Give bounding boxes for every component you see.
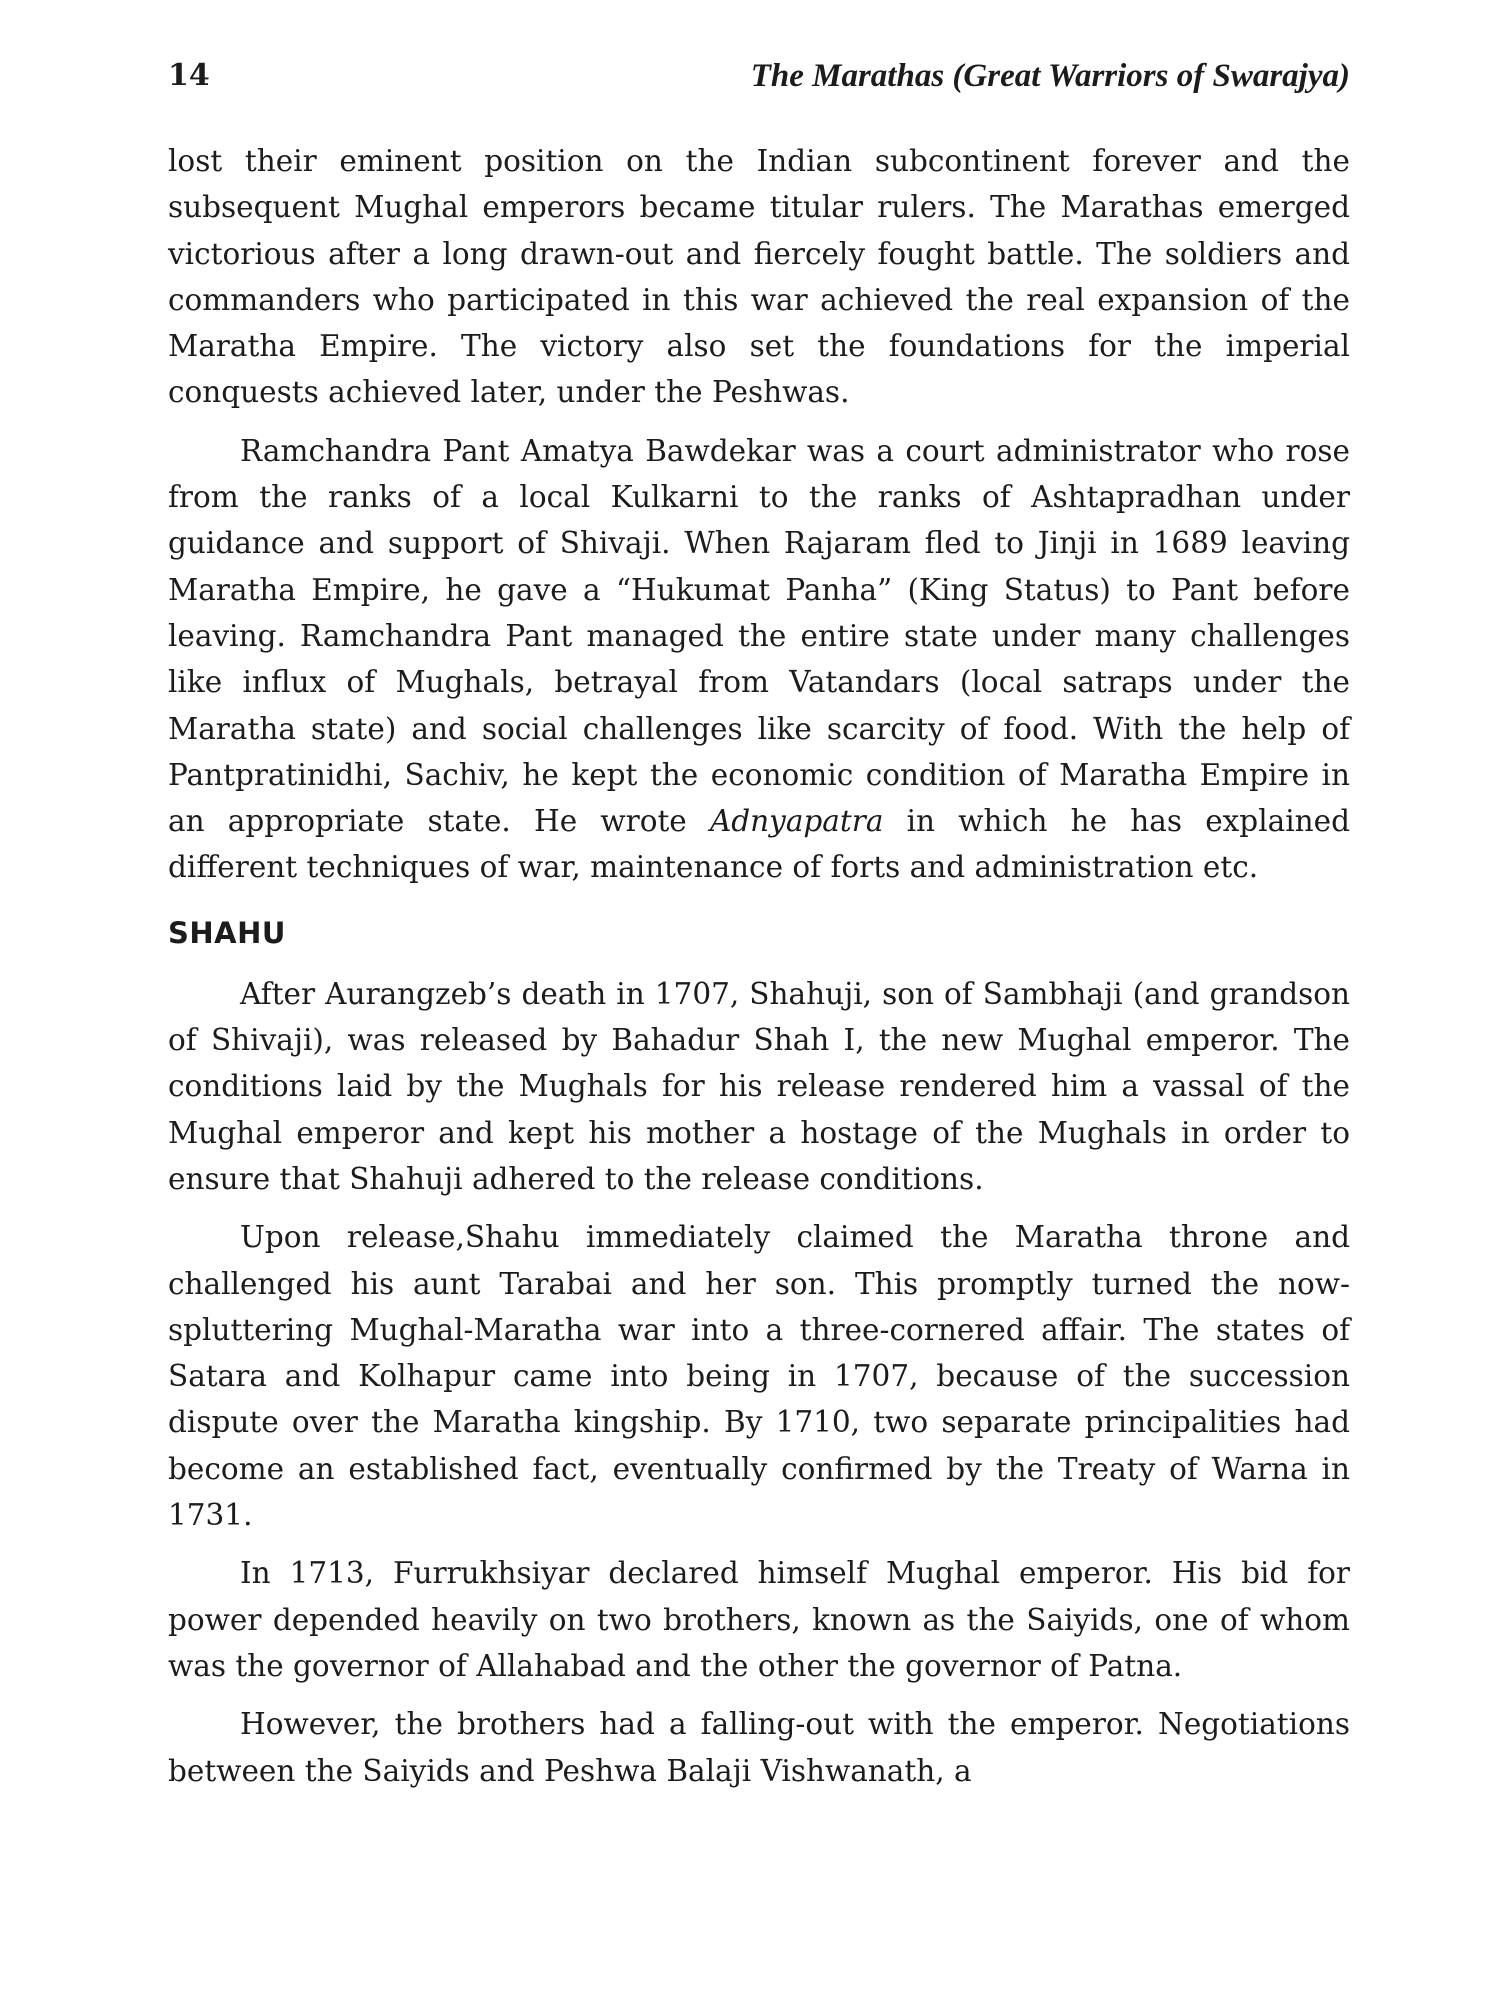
paragraph-saiyids: However, the brothers had a falling-out with the emperor. Negotiations between the Saiyids and Peshwa Balaji Vishwanath, a bbox=[168, 1707, 1350, 1788]
book-title: The Marathas (Great Warriors of Swarajya) bbox=[750, 58, 1350, 94]
paragraph-ramchandra-pant bbox=[168, 428, 1350, 891]
paragraph-text: Ramchandra Pant Amatya Bawdekar was a court administrator who rose from the ranks of a local Kulkarni to the ranks of Ashtapradhan under guidance and support of Shivaji. When Rajaram fled to Jinji in 1689 leaving Maratha Empire, he gave a “Hukumat Panha” (King Status) to Pant before leaving. Ramchandra Pant managed the entire state under many challenges like influx of Mughals, betrayal from Vatandars (local satraps under the Maratha state) and social challenges like scarcity of food. With the help of Pantpratinidhi, Sachiv, he kept the economic condition of Maratha Empire in an appropriate state. He wrote bbox=[168, 433, 1350, 839]
book-title-adnyapatra: Adnyapatra bbox=[709, 804, 884, 839]
paragraph-furrukhsiyar: In 1713, Furrukhsiyar declared himself Mughal emperor. His bid for power depended heavily on two brothers, known as the Saiyids, one of whom was the governor of Allahabad and the other the governor of Patna. bbox=[168, 1556, 1350, 1683]
page-number: 14 bbox=[168, 58, 210, 93]
section-heading-shahu: SHAHU bbox=[168, 915, 286, 950]
paragraph-shahu-release: After Aurangzeb’s death in 1707, Shahuji, son of Sambhaji (and grandson of Shivaji), was released by Bahadur Shah I, the new Mughal emperor. The conditions laid by the Mughals for his release rendered him a vassal of the Mughal emperor and kept his mother a hostage of the Mughals in order to ensure that Shahuji adhered to the release conditions. bbox=[168, 976, 1350, 1196]
paragraph-text: in which he has explained different techniques of war, maintenance of forts and administration etc. bbox=[168, 804, 1350, 885]
paragraph-shahu-claim: Upon release,Shahu immediately claimed the Maratha throne and challenged his aunt Tarabai and her son. This promptly turned the now-spluttering Mughal-Maratha war into a three-cornered affair. The states of Satara and Kolhapur came into being in 1707, because of the succession dispute over the Maratha kingship. By 1710, two separate principalities had become an established fact, eventually confirmed by the Treaty of Warna in 1731. bbox=[168, 1220, 1350, 1533]
paragraph-continued: lost their eminent position on the Indian subcontinent forever and the subsequent Mughal emperors became titular rulers. The Marathas emerged victorious after a long drawn-out and fiercely fought battle. The soldiers and commanders who participated in this war achieved the real expansion of the Maratha Empire. The victory also set the foundations for the imperial conquests achieved later, under the Peshwas. bbox=[168, 144, 1350, 410]
body-text bbox=[168, 138, 1350, 1806]
running-header bbox=[168, 58, 1350, 102]
